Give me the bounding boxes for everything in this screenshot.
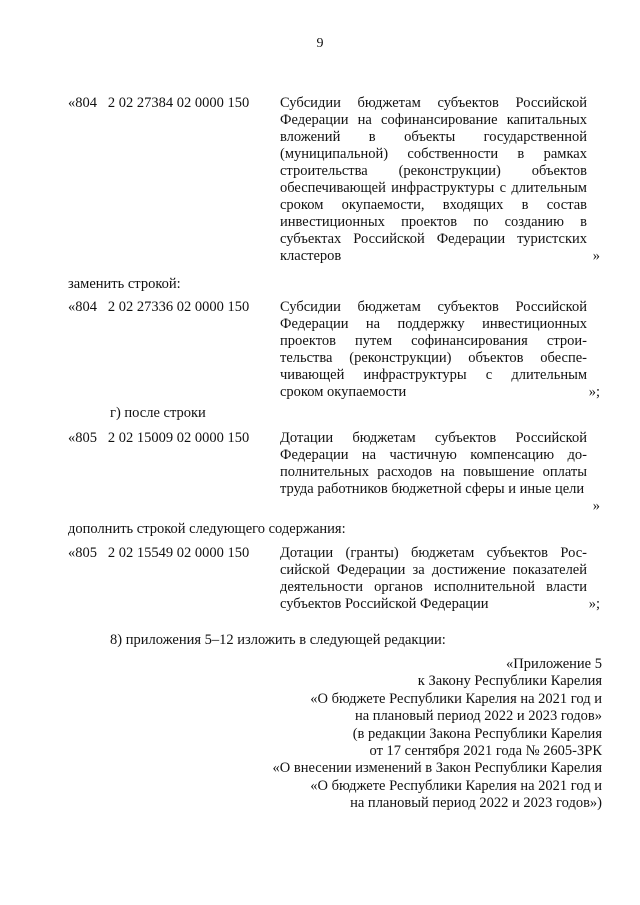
- appendix-line: на плановый период 2022 и 2023 годов»: [354, 708, 602, 725]
- row-classification-code: 2 02 15009 02 0000 150: [107, 430, 250, 446]
- row-prefix: «804: [68, 299, 97, 315]
- appendix-line: (в редакции Закона Республики Карелия: [352, 725, 602, 742]
- appendix-line: «О бюджете Республики Карелия на 2021 год и: [310, 777, 602, 794]
- appendix-line: «О внесении изменений в Закон Республики Карелия: [272, 760, 602, 777]
- row-prefix: «804: [68, 95, 97, 111]
- row-closing-quote: »;: [588, 384, 600, 400]
- row-code: [68, 95, 249, 112]
- page-number: 9: [316, 36, 324, 51]
- appendix-line: к Закону Республики Карелия: [417, 673, 602, 690]
- row-code: [68, 545, 249, 562]
- row-classification-code: 2 02 15549 02 0000 150: [107, 545, 250, 561]
- row-prefix: «805: [68, 430, 97, 446]
- row-description: Дотации (гранты) бюджетам субъектов Российской Федерации за достижение показателей деятельности органов исполнительной власти субъектов Российской Федерации: [280, 545, 587, 612]
- row-classification-code: 2 02 27384 02 0000 150: [107, 95, 250, 111]
- row-closing-quote: »: [592, 498, 600, 514]
- replace-line: заменить строкой:: [68, 276, 181, 292]
- row-description: Субсидии бюджетам субъектов Российской Федерации на софинансирование капитальных вложений в объекты государственной (муниципальной) собственности в рамках строительства (реконструкции) объектов обеспечивающей инфраструктуры с длительным сроком окупаемости, входящих в состав инвестиционных проектов по созданию в субъектах Российской Федерации туристских кластеров: [280, 95, 587, 264]
- row-code: [68, 299, 249, 316]
- row-prefix: «805: [68, 545, 97, 561]
- appendix-line: «Приложение 5: [506, 656, 602, 672]
- row-code: [68, 430, 249, 447]
- row-classification-code: 2 02 27336 02 0000 150: [107, 299, 250, 315]
- appendix-line: «О бюджете Республики Карелия на 2021 год и: [310, 690, 602, 707]
- appendix-line: на плановый период 2022 и 2023 годов»): [350, 795, 602, 812]
- row-closing-quote: »;: [588, 596, 600, 612]
- add-line: дополнить строкой следующего содержания:: [68, 521, 346, 537]
- after-line: г) после строки: [110, 405, 206, 421]
- appendix-line: от 17 сентября 2021 года № 2605-ЗРК: [369, 743, 602, 760]
- item-8-line: 8) приложения 5–12 изложить в следующей редакции:: [110, 632, 446, 648]
- appendix-header: [273, 656, 602, 813]
- row-description: Дотации бюджетам субъектов Российской Федерации на частичную компенсацию дополнительных расходов на повышение оплаты труда работников бюджетной сферы и иные цели: [280, 430, 587, 497]
- row-closing-quote: »: [592, 248, 600, 264]
- row-description: Субсидии бюджетам субъектов Российской Федерации на поддержку инвестиционных проектов путем софинансирования строительства (реконструкции) объектов обеспечивающей инфраструктуры с длительным сроком окупаемости: [280, 299, 587, 400]
